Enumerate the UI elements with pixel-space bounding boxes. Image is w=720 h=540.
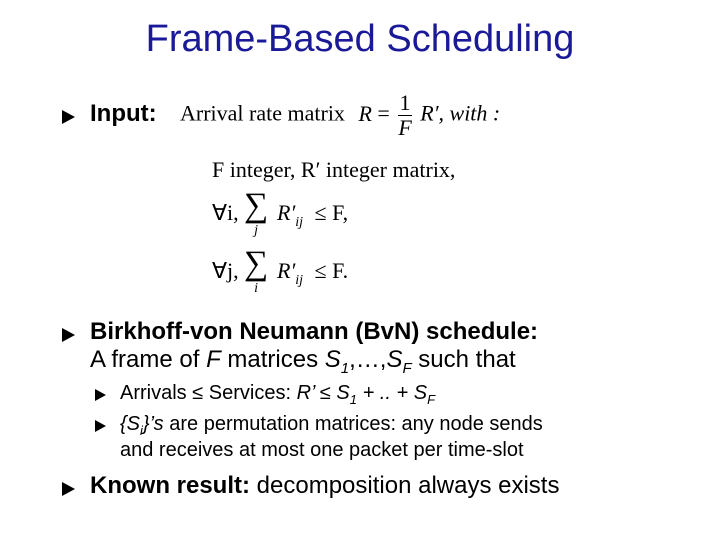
- forall-j: ∀j,: [212, 258, 239, 283]
- slide-title: Frame-Based Scheduling: [145, 18, 575, 60]
- term-sub: ij: [295, 215, 304, 230]
- sb1-text-c: + .. + S: [357, 382, 428, 404]
- sum-term-1: [277, 200, 348, 231]
- sum-index-j: j: [254, 223, 259, 238]
- sum-symbol-i: ∑ i: [244, 245, 269, 296]
- known-label: Known result:: [90, 472, 250, 499]
- sub-bullet-2: [120, 413, 543, 438]
- bvn-text-a: A frame of: [90, 346, 207, 373]
- sum-symbol-j: ∑ j: [244, 187, 269, 238]
- fraction-denominator: F: [398, 115, 412, 140]
- bvn-ellipsis: ,…,: [349, 346, 387, 373]
- sb2-text-a: {S: [120, 413, 141, 435]
- sb2-text-c: are permutation matrices: any node sends: [163, 413, 543, 435]
- bvn-subf: F: [402, 359, 412, 377]
- term-sub: ij: [295, 273, 304, 288]
- bullet-arrow-icon: [62, 328, 75, 342]
- fraction-numerator: 1: [399, 90, 411, 115]
- sum-index-i: i: [254, 281, 259, 296]
- r-symbol: R: [358, 100, 372, 126]
- le-f-1: ≤ F,: [314, 200, 349, 225]
- sub-bullet-arrow-icon: [95, 389, 106, 401]
- sub-bullet-2-cont: and receives at most one packet per time-slot: [120, 439, 524, 461]
- sub-bullet-arrow-icon: [95, 420, 106, 432]
- bvn-heading: Birkhoff-von Neumann (BvN) schedule:: [90, 318, 539, 345]
- bullet-arrow-icon: [62, 110, 75, 124]
- sub-bullet-1: [120, 382, 435, 407]
- term-r: R′: [277, 200, 296, 225]
- equals-symbol: =: [377, 100, 390, 126]
- known-text: decomposition always exists: [250, 472, 560, 499]
- bullet-arrow-icon: [62, 482, 75, 496]
- sb1-text-a: Arrivals ≤ Services:: [120, 382, 297, 404]
- sum-term-2: [277, 258, 348, 289]
- r-prime-with: R′, with :: [420, 100, 501, 126]
- forall-i: ∀i,: [212, 200, 239, 225]
- input-line2: F integer, R′ integer matrix,: [212, 157, 456, 182]
- input-formula: [180, 92, 500, 139]
- bvn-line2: [90, 346, 516, 377]
- bvn-text-b: matrices: [220, 346, 325, 373]
- sb2-text-b: }’s: [142, 413, 164, 435]
- bvn-text-c: such that: [411, 346, 516, 373]
- fraction: [398, 92, 411, 139]
- bvn-sub1: 1: [340, 359, 350, 377]
- arrival-text: Arrival rate matrix: [180, 100, 345, 126]
- sb1-subf: F: [427, 392, 436, 407]
- le-f-2: ≤ F.: [314, 258, 349, 283]
- bvn-sf: S: [386, 346, 403, 373]
- input-label: Input:: [90, 100, 157, 127]
- sb2-sub: i: [140, 423, 143, 438]
- term-r: R′: [277, 258, 296, 283]
- sb1-sub1: 1: [349, 392, 358, 407]
- known-result: [90, 472, 559, 500]
- bvn-f: F: [206, 346, 221, 373]
- bvn-s1: S: [324, 346, 341, 373]
- sb1-text-b: R’ ≤ S: [296, 382, 350, 404]
